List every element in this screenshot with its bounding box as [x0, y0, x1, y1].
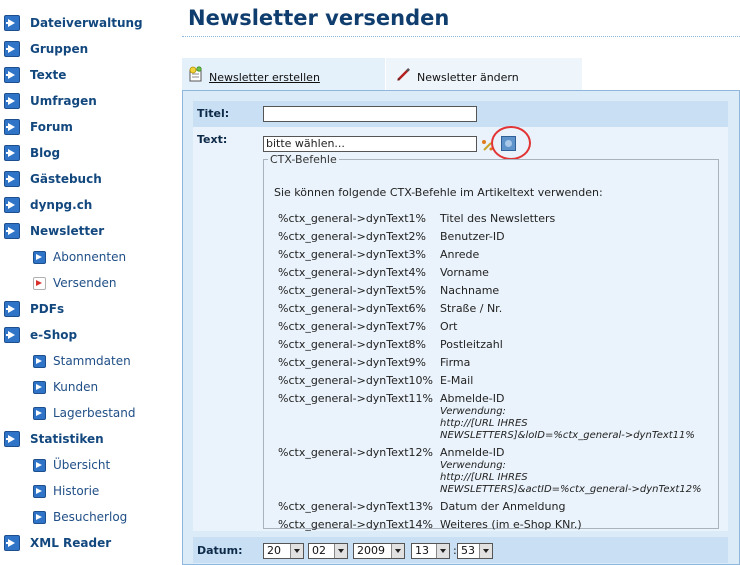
ctx-command: %ctx_general->dynText11%: [278, 392, 433, 405]
sidebar-item-label: Abonnenten: [53, 250, 127, 264]
newsletter-form: [182, 90, 740, 565]
ctx-usage-line: NEWSLETTERS]&loID=%ctx_general->dynText11%: [440, 430, 695, 441]
sidebar-item-statistiken[interactable]: [4, 429, 104, 449]
arrow-right-icon: [33, 485, 46, 498]
month-select[interactable]: [308, 543, 348, 559]
chevron-down-icon: [290, 544, 303, 558]
title-input[interactable]: [263, 106, 477, 122]
ctx-description: Weiteres (im e-Shop KNr.): [440, 518, 582, 531]
arrow-right-icon: [4, 119, 20, 135]
sidebar-item-blog[interactable]: [4, 143, 60, 163]
arrow-right-icon: [4, 301, 20, 317]
ctx-description: Benutzer-ID: [440, 230, 505, 243]
chevron-down-icon: [391, 544, 404, 558]
arrow-right-icon: [33, 381, 46, 394]
ctx-command: %ctx_general->dynText7%: [278, 320, 426, 333]
ctx-description: Anrede: [440, 248, 480, 261]
hour-value: 13: [415, 544, 429, 557]
ctx-command: %ctx_general->dynText4%: [278, 266, 426, 279]
page-title: Newsletter versenden: [188, 6, 450, 30]
sidebar-item-besucherlog[interactable]: [33, 507, 127, 527]
newsletter-create-icon: [188, 66, 204, 82]
sidebar-item-dateiverwaltung[interactable]: [4, 13, 143, 33]
ctx-description: Titel des Newsletters: [440, 212, 556, 225]
sidebar-item-gaestebuch[interactable]: [4, 169, 102, 189]
ctx-usage-line: http://[URL IHRES: [440, 472, 528, 483]
ctx-description: Straße / Nr.: [440, 302, 503, 315]
arrow-right-icon: [4, 197, 20, 213]
sidebar-item-forum[interactable]: [4, 117, 73, 137]
ctx-command: %ctx_general->dynText8%: [278, 338, 426, 351]
minute-value: 53: [461, 544, 475, 557]
day-select[interactable]: [263, 543, 304, 559]
sidebar-item-label: PDFs: [30, 302, 65, 316]
tab-newsletter-erstellen[interactable]: [182, 58, 385, 90]
ctx-command: %ctx_general->dynText10%: [278, 374, 433, 387]
sidebar-nav: [0, 0, 180, 565]
sidebar-item-label: Texte: [30, 68, 67, 82]
sidebar-item-label: Historie: [53, 484, 100, 498]
chevron-down-icon: [436, 544, 449, 558]
ctx-command: %ctx_general->dynText5%: [278, 284, 426, 297]
arrow-right-icon: [4, 41, 20, 57]
chevron-down-icon: [334, 544, 347, 558]
sidebar-item-label: Blog: [30, 146, 61, 160]
tab-label: Newsletter ändern: [417, 70, 519, 84]
sidebar-item-label: Lagerbestand: [53, 406, 136, 420]
ctx-commands-box: [263, 153, 719, 529]
sidebar-item-lagerbestand[interactable]: [33, 403, 136, 423]
ctx-command: %ctx_general->dynText13%: [278, 500, 433, 513]
ctx-command: %ctx_general->dynText14%: [278, 518, 433, 531]
arrow-right-icon: [4, 67, 20, 83]
ctx-legend: CTX-Befehle: [270, 153, 337, 166]
sidebar-item-label: e-Shop: [30, 328, 78, 342]
arrow-right-icon: [33, 251, 46, 264]
date-label: Datum:: [197, 544, 243, 557]
arrow-right-icon: [4, 223, 20, 239]
chevron-down-icon: [479, 544, 492, 558]
sidebar-item-umfragen[interactable]: [4, 91, 97, 111]
sidebar-item-abonnenten[interactable]: [33, 247, 126, 267]
title-label: Titel:: [197, 107, 230, 120]
ctx-description: Ort: [440, 320, 458, 333]
sidebar-item-pdfs[interactable]: [4, 299, 64, 319]
sidebar-item-label: Gästebuch: [30, 172, 102, 186]
sidebar-item-eshop[interactable]: [4, 325, 77, 345]
year-value: 2009: [357, 544, 385, 557]
hour-select[interactable]: [411, 543, 450, 559]
sidebar-item-dynpg[interactable]: [4, 195, 92, 215]
year-select[interactable]: [353, 543, 405, 559]
arrow-right-icon: [33, 511, 46, 524]
text-label: Text:: [197, 133, 228, 146]
arrow-right-icon: [33, 355, 46, 368]
time-separator: :: [453, 544, 457, 557]
sidebar-item-historie[interactable]: [33, 481, 99, 501]
sidebar-item-label: dynpg.ch: [30, 198, 93, 212]
sidebar-item-newsletter[interactable]: [4, 221, 104, 241]
sidebar-item-label: XML Reader: [30, 536, 112, 550]
sidebar-item-gruppen[interactable]: [4, 39, 88, 59]
sidebar-item-label: Besucherlog: [53, 510, 128, 524]
ctx-usage-line: Verwendung:: [440, 460, 506, 471]
sidebar-item-label: Gruppen: [30, 42, 89, 56]
sidebar-item-kunden[interactable]: [33, 377, 98, 397]
sidebar-item-label: Versenden: [53, 276, 117, 290]
sidebar-item-label: Dateiverwaltung: [30, 16, 143, 30]
ctx-description: Anmelde-ID: [440, 446, 505, 459]
ctx-description: Nachname: [440, 284, 500, 297]
arrow-right-icon: [4, 431, 20, 447]
tab-bar: [182, 58, 582, 90]
ctx-intro: Sie können folgende CTX-Befehle im Artikeltext verwenden:: [274, 186, 603, 199]
sidebar-item-label: Übersicht: [53, 458, 111, 472]
tab-label: Newsletter erstellen: [209, 70, 320, 84]
ctx-command: %ctx_general->dynText6%: [278, 302, 426, 315]
ctx-description: Postleitzahl: [440, 338, 503, 351]
ctx-description: Datum der Anmeldung: [440, 500, 566, 513]
arrow-right-icon: [4, 93, 20, 109]
page-header: [182, 0, 740, 37]
sidebar-item-uebersicht[interactable]: [33, 455, 110, 475]
ctx-command: %ctx_general->dynText9%: [278, 356, 426, 369]
tab-newsletter-aendern[interactable]: [386, 58, 582, 90]
ctx-usage-line: http://[URL IHRES: [440, 418, 528, 429]
ctx-description: Abmelde-ID: [440, 392, 505, 405]
sidebar-item-label: Forum: [30, 120, 73, 134]
day-value: 20: [267, 544, 281, 557]
sidebar-item-label: Newsletter: [30, 224, 105, 238]
sidebar-item-label: Stammdaten: [53, 354, 131, 368]
arrow-right-icon: [4, 535, 20, 551]
arrow-right-icon: [33, 459, 46, 472]
sidebar-item-texte[interactable]: [4, 65, 66, 85]
pen-icon: [396, 66, 412, 82]
month-value: 02: [312, 544, 326, 557]
ctx-description: E-Mail: [440, 374, 474, 387]
ctx-description: Firma: [440, 356, 471, 369]
ctx-command: %ctx_general->dynText2%: [278, 230, 426, 243]
ctx-usage-line: Verwendung:: [440, 406, 506, 417]
arrow-right-icon: [4, 327, 20, 343]
ctx-command: %ctx_general->dynText12%: [278, 446, 433, 459]
arrow-right-icon: [4, 171, 20, 187]
ctx-description: Vorname: [440, 266, 489, 279]
sidebar-item-stammdaten[interactable]: [33, 351, 131, 371]
text-select[interactable]: bitte wählen...: [263, 136, 477, 152]
arrow-right-active-icon: [33, 277, 46, 290]
ctx-usage-line: NEWSLETTERS]&actID=%ctx_general->dynText12%: [440, 484, 702, 495]
ctx-command: %ctx_general->dynText1%: [278, 212, 426, 225]
arrow-right-icon: [4, 15, 20, 31]
sidebar-item-label: Umfragen: [30, 94, 97, 108]
arrow-right-icon: [33, 407, 46, 420]
sidebar-item-xml-reader[interactable]: [4, 533, 111, 553]
ctx-command: %ctx_general->dynText3%: [278, 248, 426, 261]
minute-select[interactable]: [457, 543, 493, 559]
sidebar-item-label: Kunden: [53, 380, 99, 394]
arrow-right-icon: [4, 145, 20, 161]
sidebar-item-versenden[interactable]: [33, 273, 116, 293]
sidebar-item-label: Statistiken: [30, 432, 104, 446]
